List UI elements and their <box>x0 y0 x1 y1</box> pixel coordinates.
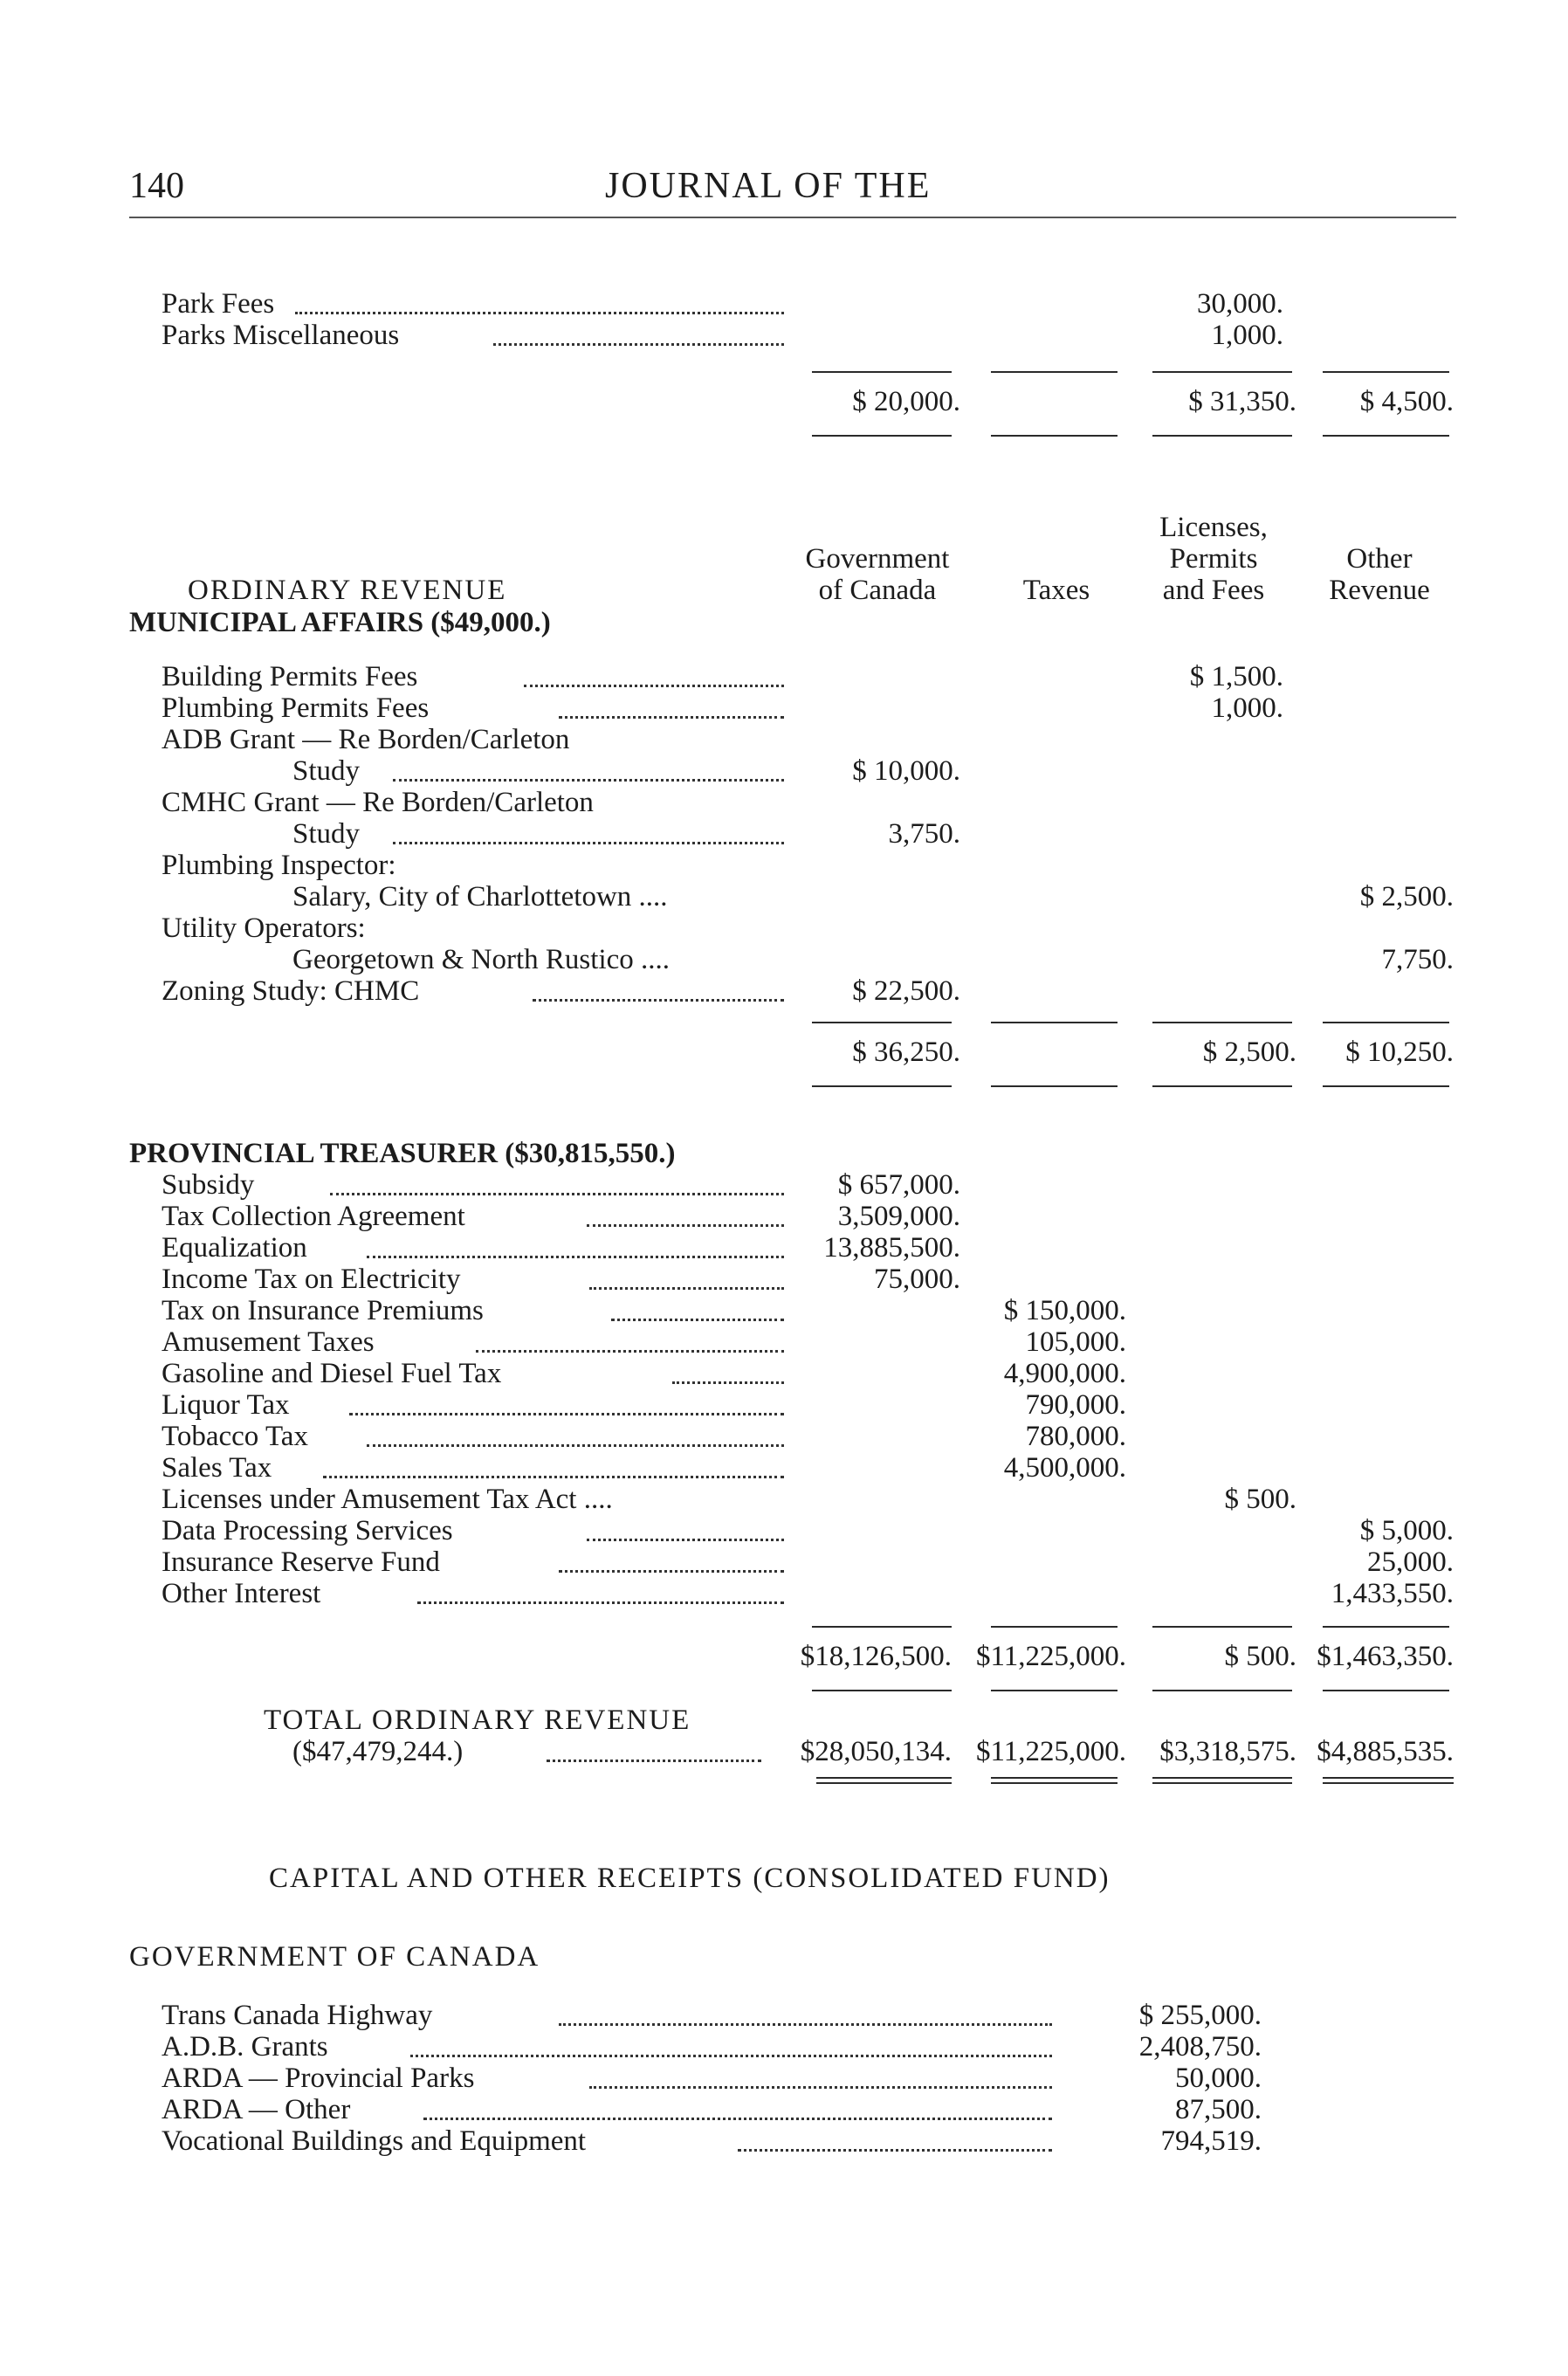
line-government: 13,885,500. <box>823 1232 960 1264</box>
municipal-total-licenses: $ 2,500. <box>1202 1036 1296 1068</box>
total-rule <box>1323 1690 1449 1691</box>
line-government: $ 10,000. <box>852 755 960 787</box>
line-label: Tobacco Tax <box>162 1421 308 1452</box>
total-rule <box>1152 1690 1292 1691</box>
leader-dots <box>524 682 784 687</box>
line-government: $ 657,000. <box>837 1169 960 1201</box>
line-other: 7,750. <box>1381 944 1454 975</box>
leader-dots <box>349 1410 784 1415</box>
total-rule <box>1323 435 1449 437</box>
leader-dots <box>738 2146 1052 2152</box>
line-amount: 50,000. <box>1175 2063 1262 2094</box>
line-label: Subsidy <box>162 1169 255 1201</box>
government-of-canada-heading: GOVERNMENT OF CANADA <box>129 1941 540 1973</box>
line-amount: 794,519. <box>1160 2125 1262 2157</box>
col-header-licenses: Licenses, Permits and Fees <box>1159 512 1268 606</box>
col-header-taxes: Taxes <box>1022 575 1090 606</box>
leader-dots <box>533 996 784 1002</box>
leader-dots <box>547 1757 761 1762</box>
line-label: Data Processing Services <box>162 1515 453 1546</box>
provincial-treasurer-heading: PROVINCIAL TREASURER ($30,815,550.) <box>129 1138 676 1169</box>
line-label: Study <box>292 818 361 850</box>
line-label: Study <box>292 755 361 787</box>
line-label: Trans Canada Highway <box>162 2000 433 2031</box>
leader-dots <box>587 1222 784 1227</box>
line-label: A.D.B. Grants <box>162 2031 328 2063</box>
line-taxes: 4,900,000. <box>1003 1358 1126 1389</box>
line-licenses: $ 500. <box>1224 1484 1296 1515</box>
line-label: Utility Operators: <box>162 913 366 944</box>
leader-dots <box>295 309 784 314</box>
line-label: Gasoline and Diesel Fuel Tax <box>162 1358 502 1389</box>
page-number: 140 <box>129 166 184 206</box>
leader-dots <box>589 1284 784 1290</box>
line-label: Building Permits Fees <box>162 661 418 692</box>
line-other: $ 2,500. <box>1359 881 1454 913</box>
leader-dots <box>559 2021 1052 2026</box>
line-label: Vocational Buildings and Equipment <box>162 2125 587 2157</box>
line-label: Georgetown & North Rustico .... <box>292 944 671 975</box>
subtotal-rule <box>1152 1626 1292 1628</box>
line-label: Plumbing Permits Fees <box>162 692 430 724</box>
line-amount: 87,500. <box>1175 2094 1262 2125</box>
double-rule <box>816 1777 952 1779</box>
line-licenses: $ 1,500. <box>1189 661 1283 692</box>
subtotal-rule <box>1323 1626 1449 1628</box>
line-label: Salary, City of Charlottetown .... <box>292 881 668 913</box>
line-label: Plumbing Inspector: <box>162 850 396 881</box>
col-header-government: Government of Canada <box>805 543 950 606</box>
treasurer-total-licenses: $ 500. <box>1224 1641 1296 1672</box>
total-rule <box>991 435 1118 437</box>
subtotal-rule <box>812 371 952 373</box>
total-rule <box>812 1690 952 1691</box>
line-label: Income Tax on Electricity <box>162 1264 461 1295</box>
park-total-other: $ 4,500. <box>1359 386 1454 417</box>
park-total-licenses: $ 31,350. <box>1188 386 1296 417</box>
line-label: ADB Grant — Re Borden/Carleton <box>162 724 570 755</box>
line-amount: 2,408,750. <box>1138 2031 1262 2063</box>
line-label: Sales Tax <box>162 1452 272 1484</box>
line-licenses: 1,000. <box>1211 692 1283 724</box>
leader-dots <box>330 1190 784 1195</box>
header-rule <box>129 217 1456 218</box>
leader-dots <box>559 713 784 719</box>
total-rule <box>1152 435 1292 437</box>
line-label: Amusement Taxes <box>162 1326 375 1358</box>
treasurer-total-government: $18,126,500. <box>800 1641 952 1672</box>
double-rule <box>1323 1782 1454 1784</box>
leader-dots <box>410 2052 1052 2057</box>
line-government: 75,000. <box>874 1264 960 1295</box>
line-label: Liquor Tax <box>162 1389 290 1421</box>
double-rule <box>1323 1777 1454 1779</box>
leader-dots <box>476 1347 784 1353</box>
total-ordinary-label: TOTAL ORDINARY REVENUE <box>264 1705 691 1736</box>
leader-dots <box>423 2115 1052 2120</box>
subtotal-rule <box>991 1022 1118 1023</box>
line-label: CMHC Grant — Re Borden/Carleton <box>162 787 594 818</box>
subtotal-rule <box>991 371 1118 373</box>
line-taxes: 4,500,000. <box>1003 1452 1126 1484</box>
leader-dots <box>559 1567 784 1573</box>
line-label: Zoning Study: CHMC <box>162 975 420 1007</box>
line-label: Tax on Insurance Premiums <box>162 1295 484 1326</box>
section-title-ordinary-revenue: ORDINARY REVENUE <box>188 575 507 606</box>
subtotal-rule <box>1152 371 1292 373</box>
line-label: Equalization <box>162 1232 307 1264</box>
park-fees-label: Park Fees <box>162 288 275 320</box>
line-label: Tax Collection Agreement <box>162 1201 465 1232</box>
double-rule <box>991 1782 1118 1784</box>
treasurer-total-other: $1,463,350. <box>1317 1641 1454 1672</box>
line-government: $ 22,500. <box>852 975 960 1007</box>
line-taxes: 105,000. <box>1025 1326 1126 1358</box>
line-amount: $ 255,000. <box>1138 2000 1262 2031</box>
subtotal-rule <box>812 1022 952 1023</box>
total-rule <box>812 435 952 437</box>
subtotal-rule <box>812 1626 952 1628</box>
line-taxes: 790,000. <box>1025 1389 1126 1421</box>
capital-receipts-heading: CAPITAL AND OTHER RECEIPTS (CONSOLIDATED FUND) <box>269 1863 1111 1894</box>
subtotal-rule <box>1323 1022 1449 1023</box>
line-label: Other Interest <box>162 1578 321 1609</box>
double-rule <box>991 1777 1118 1779</box>
leader-dots <box>417 1599 784 1604</box>
total-ordinary-government: $28,050,134. <box>800 1736 952 1767</box>
line-label: ARDA — Other <box>162 2094 351 2125</box>
leader-dots <box>493 341 784 346</box>
subtotal-rule <box>1152 1022 1292 1023</box>
park-total-government: $ 20,000. <box>852 386 960 417</box>
parks-misc-licenses: 1,000. <box>1211 320 1283 351</box>
double-rule <box>1152 1777 1292 1779</box>
leader-dots <box>589 2083 1052 2089</box>
park-fees-licenses: 30,000. <box>1197 288 1283 320</box>
total-rule <box>991 1085 1118 1087</box>
leader-dots <box>367 1253 784 1258</box>
municipal-total-other: $ 10,250. <box>1345 1036 1454 1068</box>
total-ordinary-taxes: $11,225,000. <box>975 1736 1126 1767</box>
line-other: 25,000. <box>1367 1546 1454 1578</box>
leader-dots <box>393 776 784 782</box>
line-taxes: $ 150,000. <box>1003 1295 1126 1326</box>
line-label: Licenses under Amusement Tax Act .... <box>162 1484 613 1515</box>
double-rule <box>816 1782 952 1784</box>
leader-dots <box>587 1536 784 1541</box>
leader-dots <box>367 1442 784 1447</box>
line-label: Insurance Reserve Fund <box>162 1546 440 1578</box>
leader-dots <box>393 839 784 844</box>
total-ordinary-amount-label: ($47,479,244.) <box>292 1736 464 1767</box>
line-government: 3,509,000. <box>837 1201 960 1232</box>
total-rule <box>991 1690 1118 1691</box>
running-title: JOURNAL OF THE <box>605 166 932 206</box>
total-rule <box>1152 1085 1292 1087</box>
total-rule <box>812 1085 952 1087</box>
double-rule <box>1152 1782 1292 1784</box>
line-other: $ 5,000. <box>1359 1515 1454 1546</box>
total-ordinary-licenses: $3,318,575. <box>1159 1736 1296 1767</box>
line-government: 3,750. <box>888 818 960 850</box>
subtotal-rule <box>1323 371 1449 373</box>
leader-dots <box>672 1379 784 1384</box>
leader-dots <box>323 1473 784 1478</box>
treasurer-total-taxes: $11,225,000. <box>975 1641 1126 1672</box>
col-header-other: Other Revenue <box>1329 543 1430 606</box>
parks-misc-label: Parks Miscellaneous <box>162 320 400 351</box>
line-other: 1,433,550. <box>1331 1578 1454 1609</box>
municipal-affairs-heading: MUNICIPAL AFFAIRS ($49,000.) <box>129 607 551 638</box>
line-taxes: 780,000. <box>1025 1421 1126 1452</box>
subtotal-rule <box>991 1626 1118 1628</box>
leader-dots <box>611 1316 784 1321</box>
total-ordinary-other: $4,885,535. <box>1317 1736 1454 1767</box>
municipal-total-government: $ 36,250. <box>852 1036 960 1068</box>
total-rule <box>1323 1085 1449 1087</box>
line-label: ARDA — Provincial Parks <box>162 2063 475 2094</box>
